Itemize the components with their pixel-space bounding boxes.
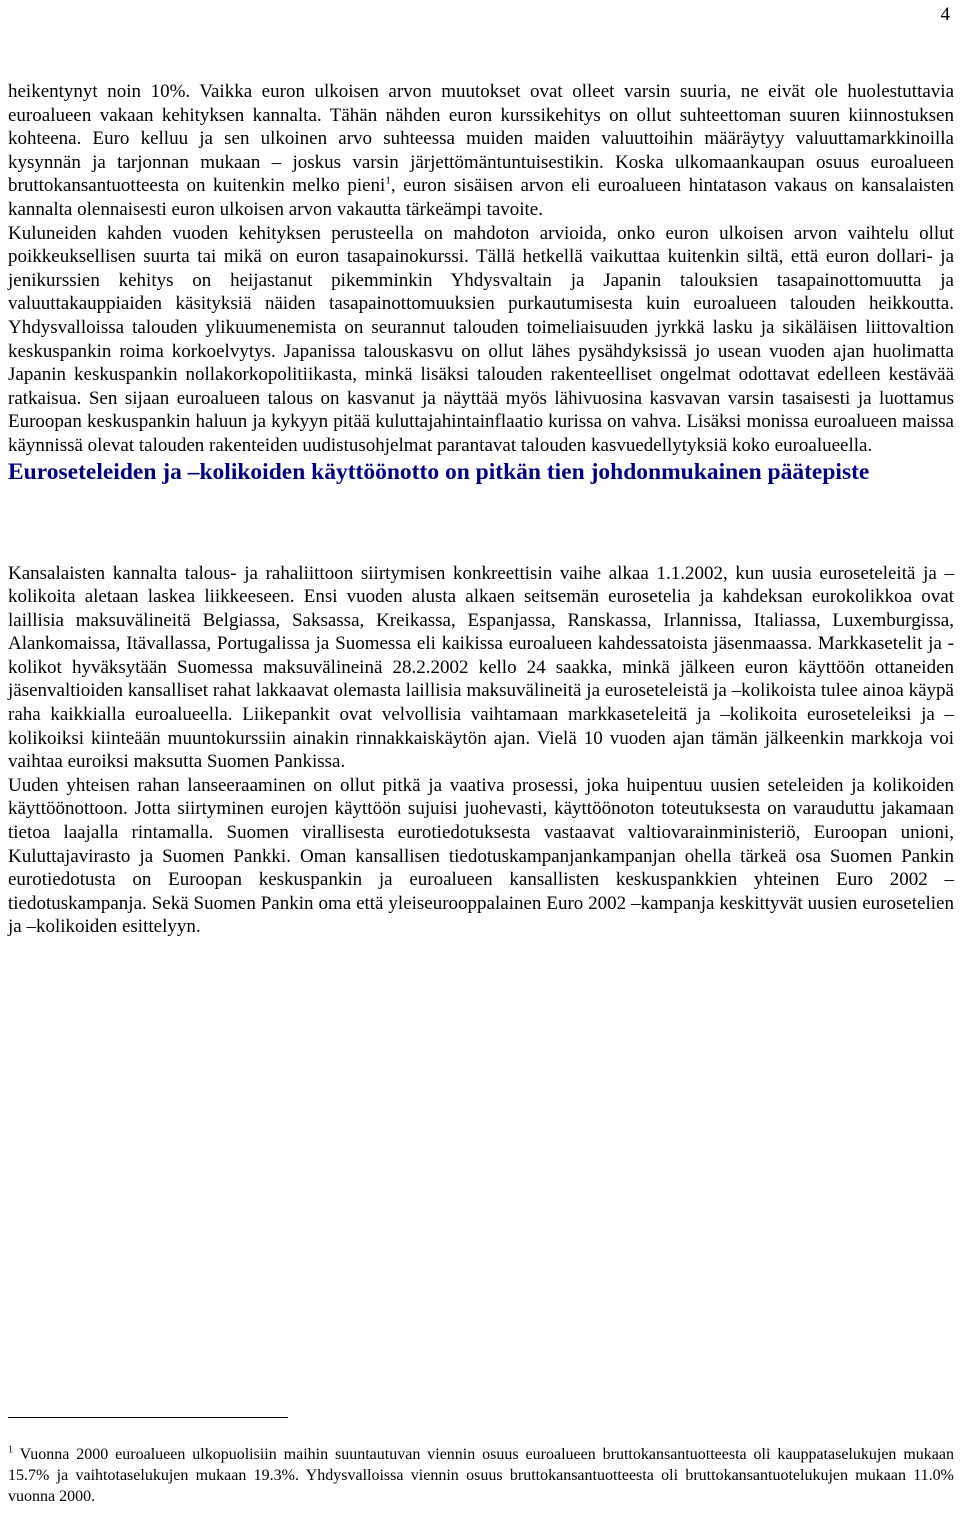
paragraph-information-campaign: Uuden yhteisen rahan lanseeraaminen on ollut pitkä ja vaativa prosessi, joka huipentuu uusien seteleiden ja kolikoiden käyttöönottoon. Jotta siirtyminen eurojen käyttöön sujuisi juohevasti, käyttöönoton toteutuksesta on varauduttu jakamaan tietoa laajalla rintamalla. Suomen virallisesta eurotiedotuksesta vastaavat valtiovarainministeriö, Euroopan unioni, Kuluttajavirasto ja Suomen Pankki. Oman kansallisen tiedotuskampanjankampanjan ohella tärkeä osa Suomen Pankin eurotiedotusta on Euroopan keskuspankin ja euroalueen kansallisten keskuspankkien yhteinen Euro 2002 –tiedotuskampanja. Sekä Suomen Pankin oma että yleiseurooppalainen Euro 2002 –kampanja keskittyvät uusien eurosetelien ja –kolikoiden esittelyyn.	[8, 774, 954, 938]
paragraph-cash-changeover: Kansalaisten kannalta talous- ja rahaliittoon siirtymisen konkreettisin vaihe alkaa 1.1.2002, kun uusia euroseteleitä ja –kolikoita aletaan laskea liikkeeseen. Ensi vuoden alusta alkaen seitsemän eurosetelia ja kahdeksan eurokolikkoa ovat laillisia maksuvälineitä Belgiassa, Saksassa, Kreikassa, Espanjassa, Ranskassa, Irlannissa, Italiassa, Luxemburgissa, Alankomaissa, Itävallassa, Portugalissa ja Suomessa eli kaikissa euroalueen kahdessatoista jäsenmaassa. Markkasetelit ja -kolikot hyväksytään Suomessa maksuvälineinä 28.2.2002 kello 24 saakka, minkä jälkeen euron käyttöön ottaneiden jäsenvaltioiden kansalliset rahat lakkaavat olemasta laillisia maksuvälineitä ja euroseteleistä ja –kolikoista tulee ainoa käypä raha kaikkialla euroalueella. Liikepankit ovat velvollisia vaihtamaan markkaseteleitä ja –kolikoita euroseteleiksi ja –kolikoiksi kiinteään muuntokurssiin ainakin rinnakkaiskäytön ajan. Vielä 10 vuoden ajan tämän jälkeenkin markkoja voi vaihtaa euroiksi maksutta Suomen Pankissa.	[8, 562, 954, 773]
footnote-divider	[8, 1417, 288, 1418]
footnote-reference[interactable]: 1	[385, 175, 391, 188]
paragraph-text: , euron sisäisen arvon eli euroalueen hintatason vakaus on kansalaisten kannalta olennaisesti euron ulkoisen arvon vakautta tärkeämpi tavoite.	[8, 175, 954, 220]
footnote-marker: 1	[8, 1444, 13, 1456]
paragraph-economic-development: Kuluneiden kahden vuoden kehityksen perusteella on mahdoton arvioida, onko euron ulkoisen arvon vaihtelu ollut poikkeuksellisen suurta tai mikä on euron tasapainokurssi. Tällä hetkellä vaikuttaa kuitenkin siltä, että euron dollari- ja jenikurssien kehitys on heijastanut pikemminkin Yhdysvaltain ja Japanin talouksien tasapainottomuutta ja valuuttakauppiaiden käsityksiä näiden tasapainottomuuksien purkautumisesta kuin euroalueen talouden heikkoutta. Yhdysvalloissa talouden ylikuumenemista on seurannut talouden toimeliaisuuden jyrkkä lasku ja sikäläisen liittovaltion keskuspankin roima korkoelvytys. Japanissa talouskasvu on ollut lähes pysähdyksissä jo usean vuoden ajan huolimatta Japanin keskuspankin nollakorkopolitiikasta, minkä lisäksi talouden rakenteelliset ongelmat odottavat edelleen kestävää ratkaisua. Sen sijaan euroalueen talous on kasvanut ja näyttää myös lähivuosina kasvavan varsin tasaisesti ja luottamus Euroopan keskuspankin haluun ja kykyyn pitää kuluttajahintainflaatio kurissa on vahva. Lisäksi monissa euroalueen maissa käynnissä olevat talouden rakenteiden uudistusohjelmat parantavat talouden kasvuedellytyksiä koko euroalueella.	[8, 222, 954, 456]
document-body	[8, 80, 954, 939]
footnote	[8, 1444, 954, 1507]
section-heading: Euroseteleiden ja –kolikoiden käyttöönotto on pitkän tien johdonmukainen päätepiste	[8, 458, 870, 485]
paragraph-text: heikentynyt noin 10%. Vaikka euron ulkoisen arvon muutokset ovat olleet varsin suuria, ne eivät ole huolestuttavia euroalueen vakaan kehityksen kannalta. Tähän nähden euron kurssikehitys on ollut suhteettoman suuren kiinnostuksen kohteena. Euro kelluu ja sen ulkoinen arvo suhteessa muiden maiden valuuttoihin määräytyy valuuttamarkkinoilla kysynnän ja tarjonnan mukaan – joskus varsin järjettömäntuntuisestikin. Koska ulkomaankaupan osuus euroalueen bruttokansantuotteesta on kuitenkin melko pieni	[8, 81, 954, 197]
paragraph-euro-exchange-rate	[8, 80, 954, 222]
footnote-text: Vuonna 2000 euroalueen ulkopuolisiin maihin suuntautuvan viennin osuus euroalueen bruttokansantuotteesta oli kauppataselukujen mukaan 15.7% ja vaihtotaselukujen mukaan 19.3%. Yhdysvalloissa viennin osuus bruttokansantuotteesta oli bruttokansantuotelukujen mukaan 11.0% vuonna 2000.	[8, 1446, 954, 1505]
page-number: 4	[940, 4, 950, 25]
